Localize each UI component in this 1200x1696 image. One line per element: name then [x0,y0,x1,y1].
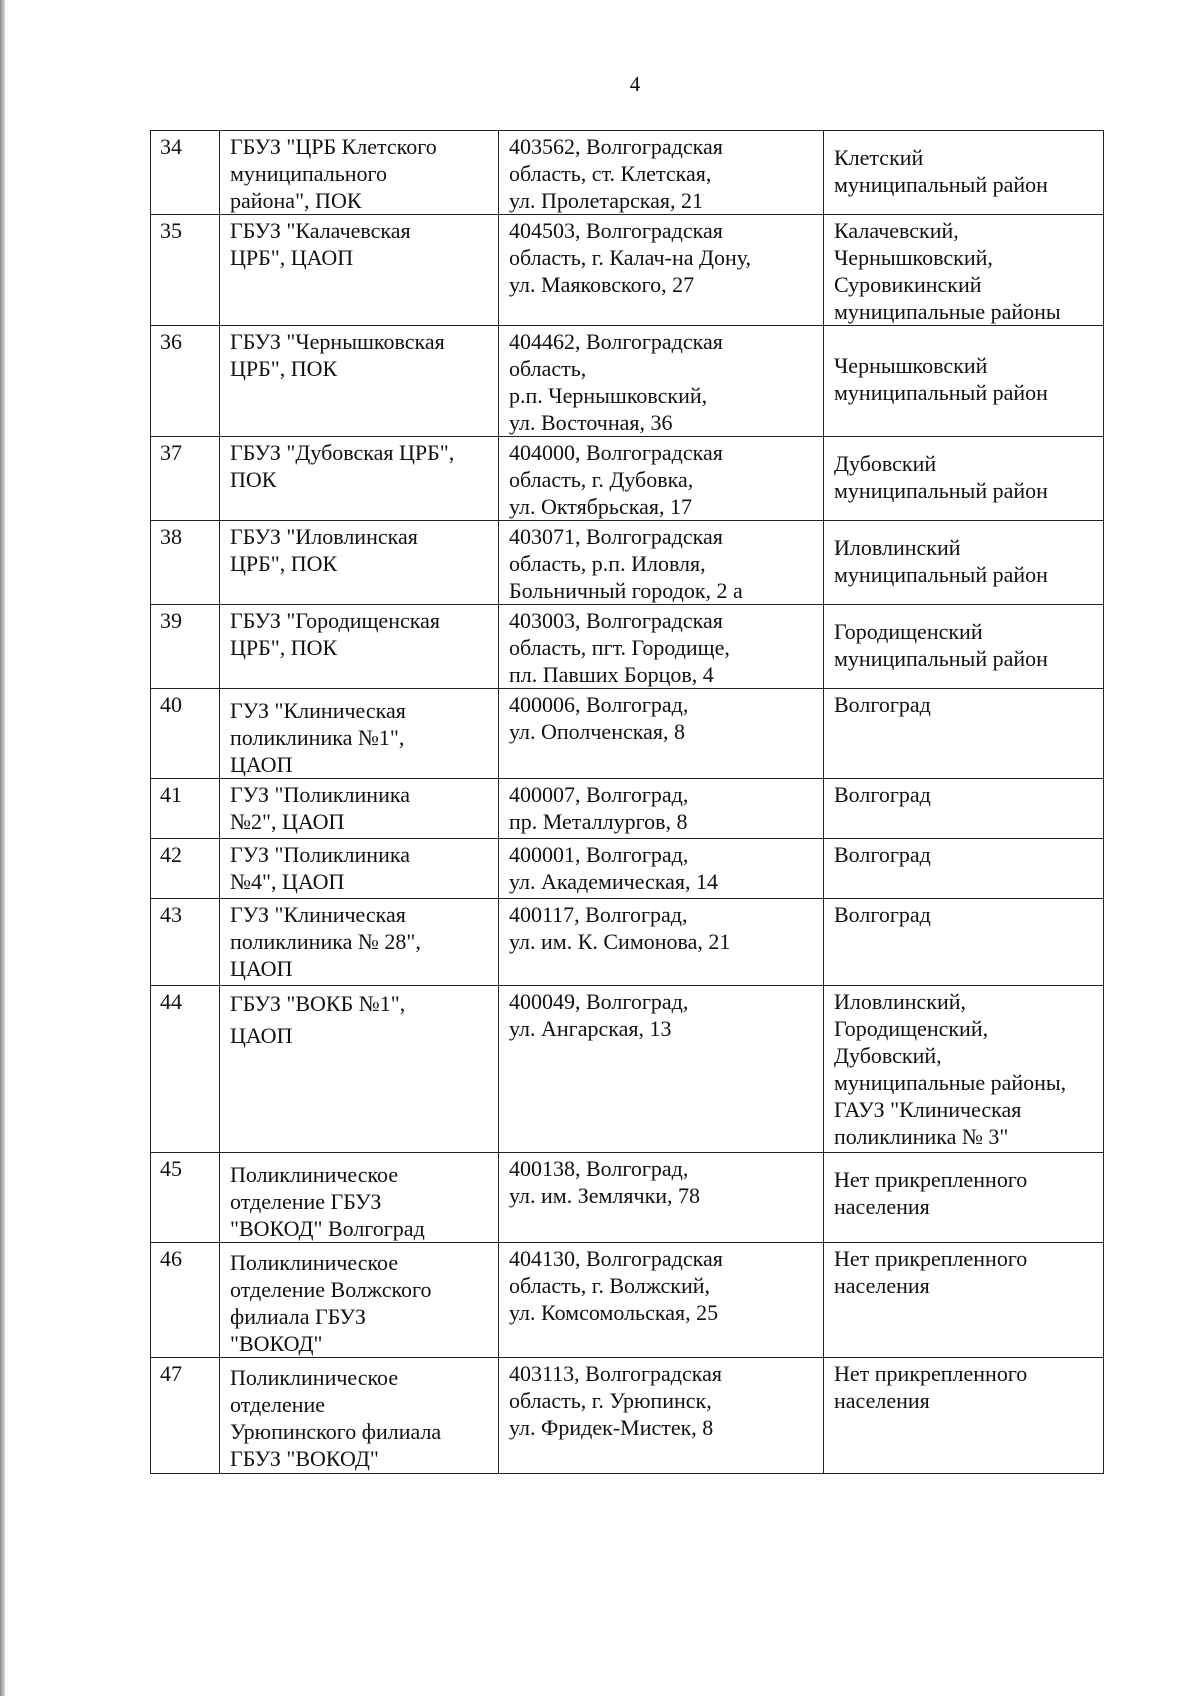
service-area-cell: Калачевский, Чернышковский, Суровикинский муниципальные районы [824,215,1104,326]
service-area-cell: Городищенский муниципальный район [824,605,1104,689]
table-row [151,839,1104,899]
institution-cell: ГУЗ "Клиническая поликлиника №1", ЦАОП [220,689,499,779]
address-cell: 404130, Волгоградская область, г. Волжский, ул. Комсомольская, 25 [499,1243,824,1358]
institutions-table [150,130,1104,1474]
address-cell: 404503, Волгоградская область, г. Калач-на Дону, ул. Маяковского, 27 [499,215,824,326]
institution-cell: Поликлиническое отделение Волжского филиала ГБУЗ "ВОКОД" [220,1243,499,1358]
institution-cell: ГБУЗ "ЦРБ Клетского муниципального района", ПОК [220,131,499,215]
table-row [151,521,1104,605]
service-area-cell: Волгоград [824,839,1104,899]
table-row [151,779,1104,839]
row-number-cell: 41 [151,779,220,839]
institution-cell: ГБУЗ "ВОКБ №1", ЦАОП [220,986,499,1153]
table-row [151,215,1104,326]
service-area-cell: Иловлинский, Городищенский, Дубовский, муниципальные районы, ГАУЗ "Клиническая поликлиника № 3" [824,986,1104,1153]
row-number-cell: 34 [151,131,220,215]
address-cell: 400006, Волгоград, ул. Ополченская, 8 [499,689,824,779]
row-number-cell: 39 [151,605,220,689]
table-row [151,689,1104,779]
row-number-cell: 40 [151,689,220,779]
row-number-cell: 45 [151,1153,220,1243]
address-cell: 400049, Волгоград, ул. Ангарская, 13 [499,986,824,1153]
service-area-cell: Чернышковский муниципальный район [824,326,1104,437]
row-number-cell: 38 [151,521,220,605]
institution-cell: ГБУЗ "Калачевская ЦРБ", ЦАОП [220,215,499,326]
address-cell: 404000, Волгоградская область, г. Дубовка, ул. Октябрьская, 17 [499,437,824,521]
table-row [151,986,1104,1153]
institution-cell: Поликлиническое отделение Урюпинского филиала ГБУЗ "ВОКОД" [220,1358,499,1474]
institution-cell: ГБУЗ "Городищенская ЦРБ", ПОК [220,605,499,689]
institution-cell: Поликлиническое отделение ГБУЗ "ВОКОД" Волгоград [220,1153,499,1243]
institution-cell: ГБУЗ "Дубовская ЦРБ", ПОК [220,437,499,521]
row-number-cell: 35 [151,215,220,326]
row-number-cell: 44 [151,986,220,1153]
row-number-cell: 36 [151,326,220,437]
service-area-cell: Нет прикрепленного населения [824,1153,1104,1243]
service-area-cell: Клетский муниципальный район [824,131,1104,215]
table-row [151,605,1104,689]
service-area-cell: Волгоград [824,779,1104,839]
table-row [151,899,1104,986]
service-area-cell: Иловлинский муниципальный район [824,521,1104,605]
institution-cell: ГУЗ "Клиническая поликлиника № 28", ЦАОП [220,899,499,986]
address-cell: 400007, Волгоград, пр. Металлургов, 8 [499,779,824,839]
row-number-cell: 47 [151,1358,220,1474]
page-number: 4 [629,72,641,96]
row-number-cell: 37 [151,437,220,521]
address-cell: 403113, Волгоградская область, г. Урюпинск, ул. Фридек-Мистек, 8 [499,1358,824,1474]
table-row [151,437,1104,521]
service-area-cell: Дубовский муниципальный район [824,437,1104,521]
address-cell: 403003, Волгоградская область, пгт. Городище, пл. Павших Борцов, 4 [499,605,824,689]
table-row [151,1153,1104,1243]
address-cell: 403562, Волгоградская область, ст. Клетская, ул. Пролетарская, 21 [499,131,824,215]
address-cell: 400117, Волгоград, ул. им. К. Симонова, 21 [499,899,824,986]
row-number-cell: 42 [151,839,220,899]
scan-edge [0,0,5,1696]
table-row [151,326,1104,437]
service-area-cell: Нет прикрепленного населения [824,1358,1104,1474]
address-cell: 400138, Волгоград, ул. им. Землячки, 78 [499,1153,824,1243]
address-cell: 404462, Волгоградская область, р.п. Чернышковский, ул. Восточная, 36 [499,326,824,437]
institution-cell: ГУЗ "Поликлиника №2", ЦАОП [220,779,499,839]
institution-cell: ГУЗ "Поликлиника №4", ЦАОП [220,839,499,899]
service-area-cell: Волгоград [824,899,1104,986]
address-cell: 400001, Волгоград, ул. Академическая, 14 [499,839,824,899]
institution-cell: ГБУЗ "Иловлинская ЦРБ", ПОК [220,521,499,605]
institution-cell: ГБУЗ "Чернышковская ЦРБ", ПОК [220,326,499,437]
row-number-cell: 43 [151,899,220,986]
table-row [151,1243,1104,1358]
table-row [151,131,1104,215]
service-area-cell: Нет прикрепленного населения [824,1243,1104,1358]
row-number-cell: 46 [151,1243,220,1358]
service-area-cell: Волгоград [824,689,1104,779]
table-row [151,1358,1104,1474]
address-cell: 403071, Волгоградская область, р.п. Иловля, Больничный городок, 2 а [499,521,824,605]
